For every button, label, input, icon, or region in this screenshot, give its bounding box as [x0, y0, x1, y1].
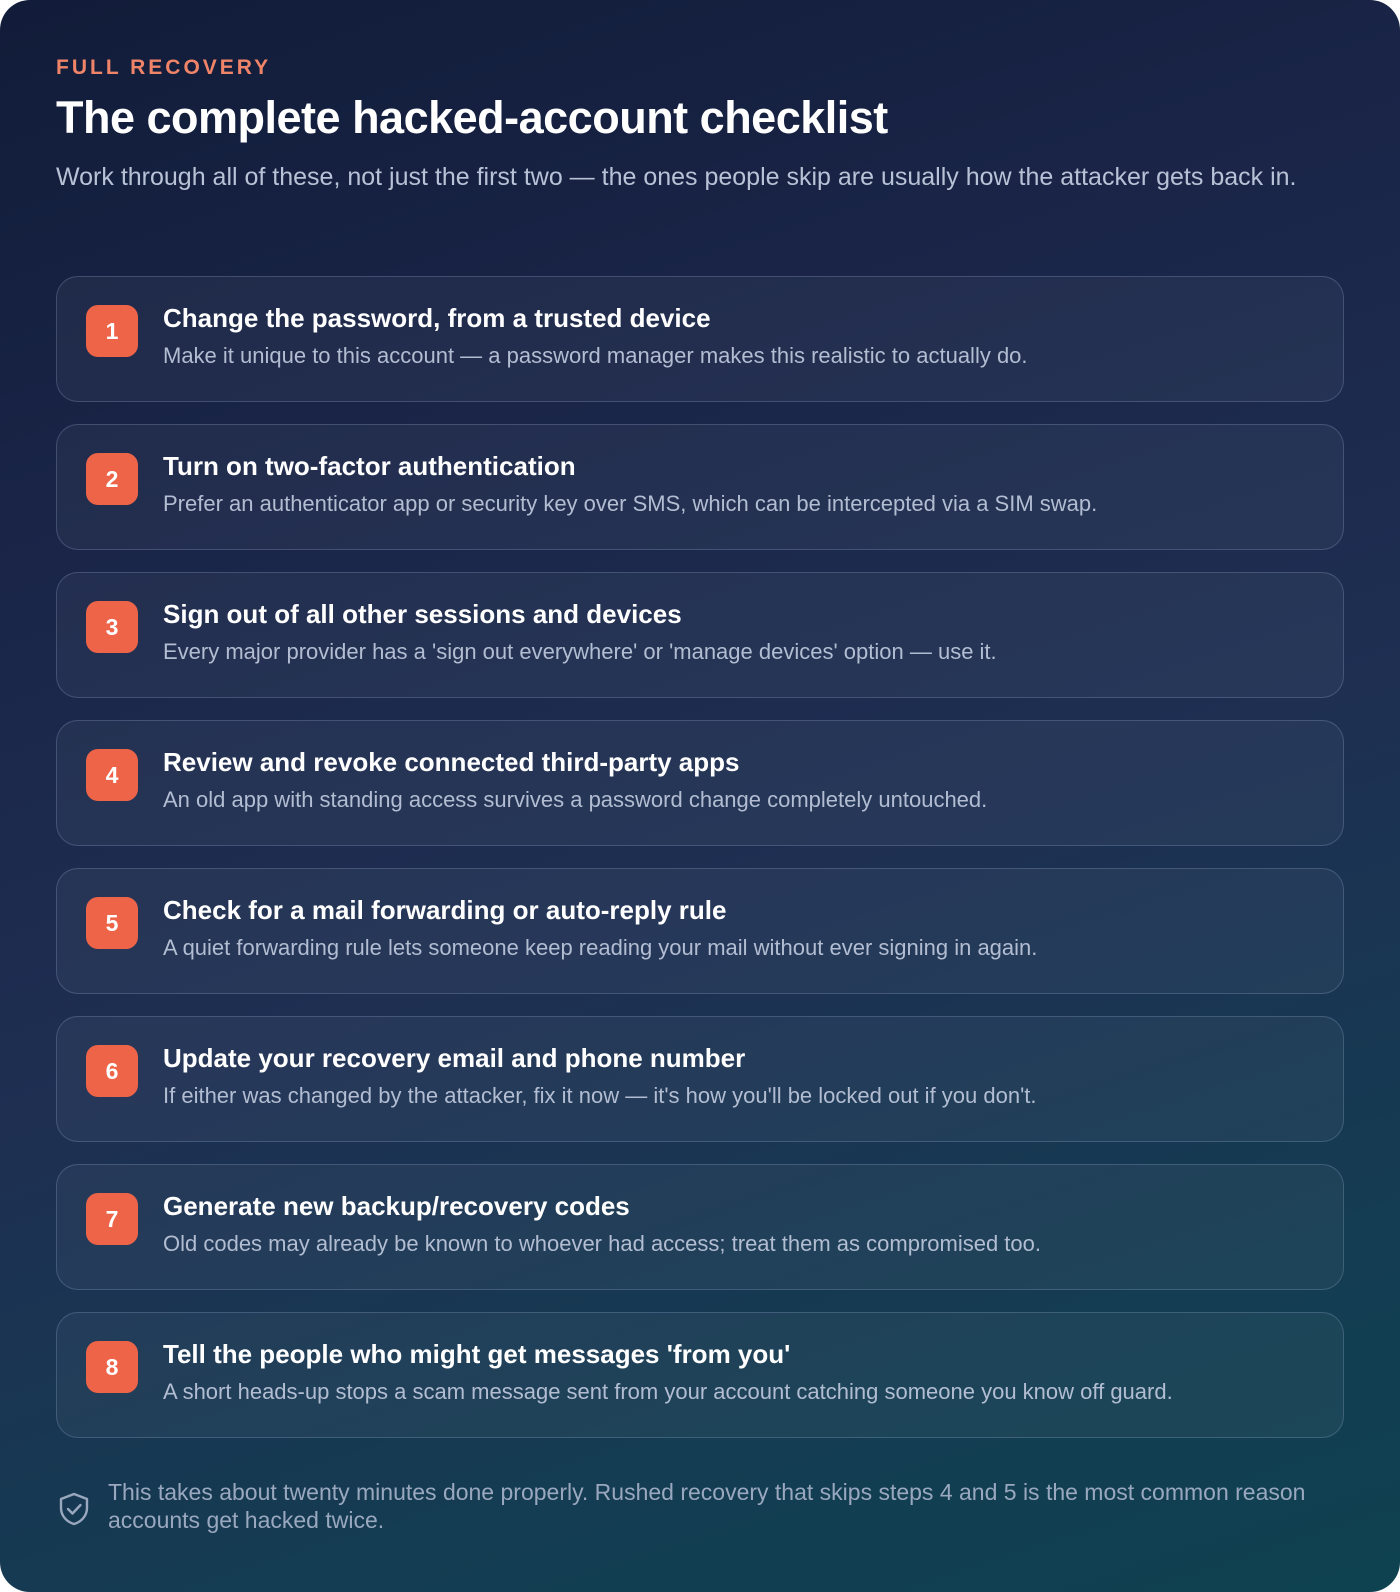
footer-note: [56, 1478, 1346, 1538]
page-title: The complete hacked-account checklist: [56, 92, 888, 143]
checklist-step-6: [56, 1016, 1344, 1142]
step-description: Prefer an authenticator app or security key over SMS, which can be intercepted via a SIM swap.: [163, 491, 1098, 516]
step-title: Check for a mail forwarding or auto-reply rule: [163, 895, 727, 925]
step-number-badge: 4: [86, 749, 138, 801]
checklist-step-2: [56, 424, 1344, 550]
step-number-badge: 6: [86, 1045, 138, 1097]
step-description: An old app with standing access survives a password change completely untouched.: [163, 787, 988, 812]
step-description: Every major provider has a 'sign out everywhere' or 'manage devices' option — use it.: [163, 639, 997, 664]
page-subtitle: Work through all of these, not just the first two — the ones people skip are usually how the attacker gets back in.: [56, 163, 1297, 191]
step-title: Review and revoke connected third-party apps: [163, 747, 740, 777]
step-number-badge: 3: [86, 601, 138, 653]
checklist-step-7: [56, 1164, 1344, 1290]
step-description: If either was changed by the attacker, fix it now — it's how you'll be locked out if you don't.: [163, 1083, 1037, 1108]
step-number-badge: 1: [86, 305, 138, 357]
eyebrow-label: FULL RECOVERY: [56, 56, 272, 79]
shield-check-icon: [58, 1492, 90, 1526]
step-description: A quiet forwarding rule lets someone keep reading your mail without ever signing in again.: [163, 935, 1038, 960]
step-title: Tell the people who might get messages 'from you': [163, 1339, 791, 1369]
step-number-badge: 7: [86, 1193, 138, 1245]
checklist-step-4: [56, 720, 1344, 846]
step-title: Update your recovery email and phone number: [163, 1043, 746, 1073]
checklist-step-8: [56, 1312, 1344, 1438]
step-description: Old codes may already be known to whoever had access; treat them as compromised too.: [163, 1231, 1041, 1256]
step-title: Change the password, from a trusted device: [163, 303, 711, 333]
checklist-steps: [56, 276, 1344, 1460]
checklist-step-1: [56, 276, 1344, 402]
step-description: Make it unique to this account — a password manager makes this realistic to actually do.: [163, 343, 1028, 368]
step-number-badge: 8: [86, 1341, 138, 1393]
checklist-step-3: [56, 572, 1344, 698]
step-number-badge: 5: [86, 897, 138, 949]
step-number-badge: 2: [86, 453, 138, 505]
step-title: Sign out of all other sessions and devices: [163, 599, 682, 629]
step-description: A short heads-up stops a scam message sent from your account catching someone you know off guard.: [163, 1379, 1173, 1404]
step-title: Generate new backup/recovery codes: [163, 1191, 630, 1221]
footer-text: This takes about twenty minutes done properly. Rushed recovery that skips steps 4 and 5 is the most common reason accounts get hacked twice.: [108, 1479, 1306, 1533]
step-title: Turn on two-factor authentication: [163, 451, 576, 481]
checklist-step-5: [56, 868, 1344, 994]
